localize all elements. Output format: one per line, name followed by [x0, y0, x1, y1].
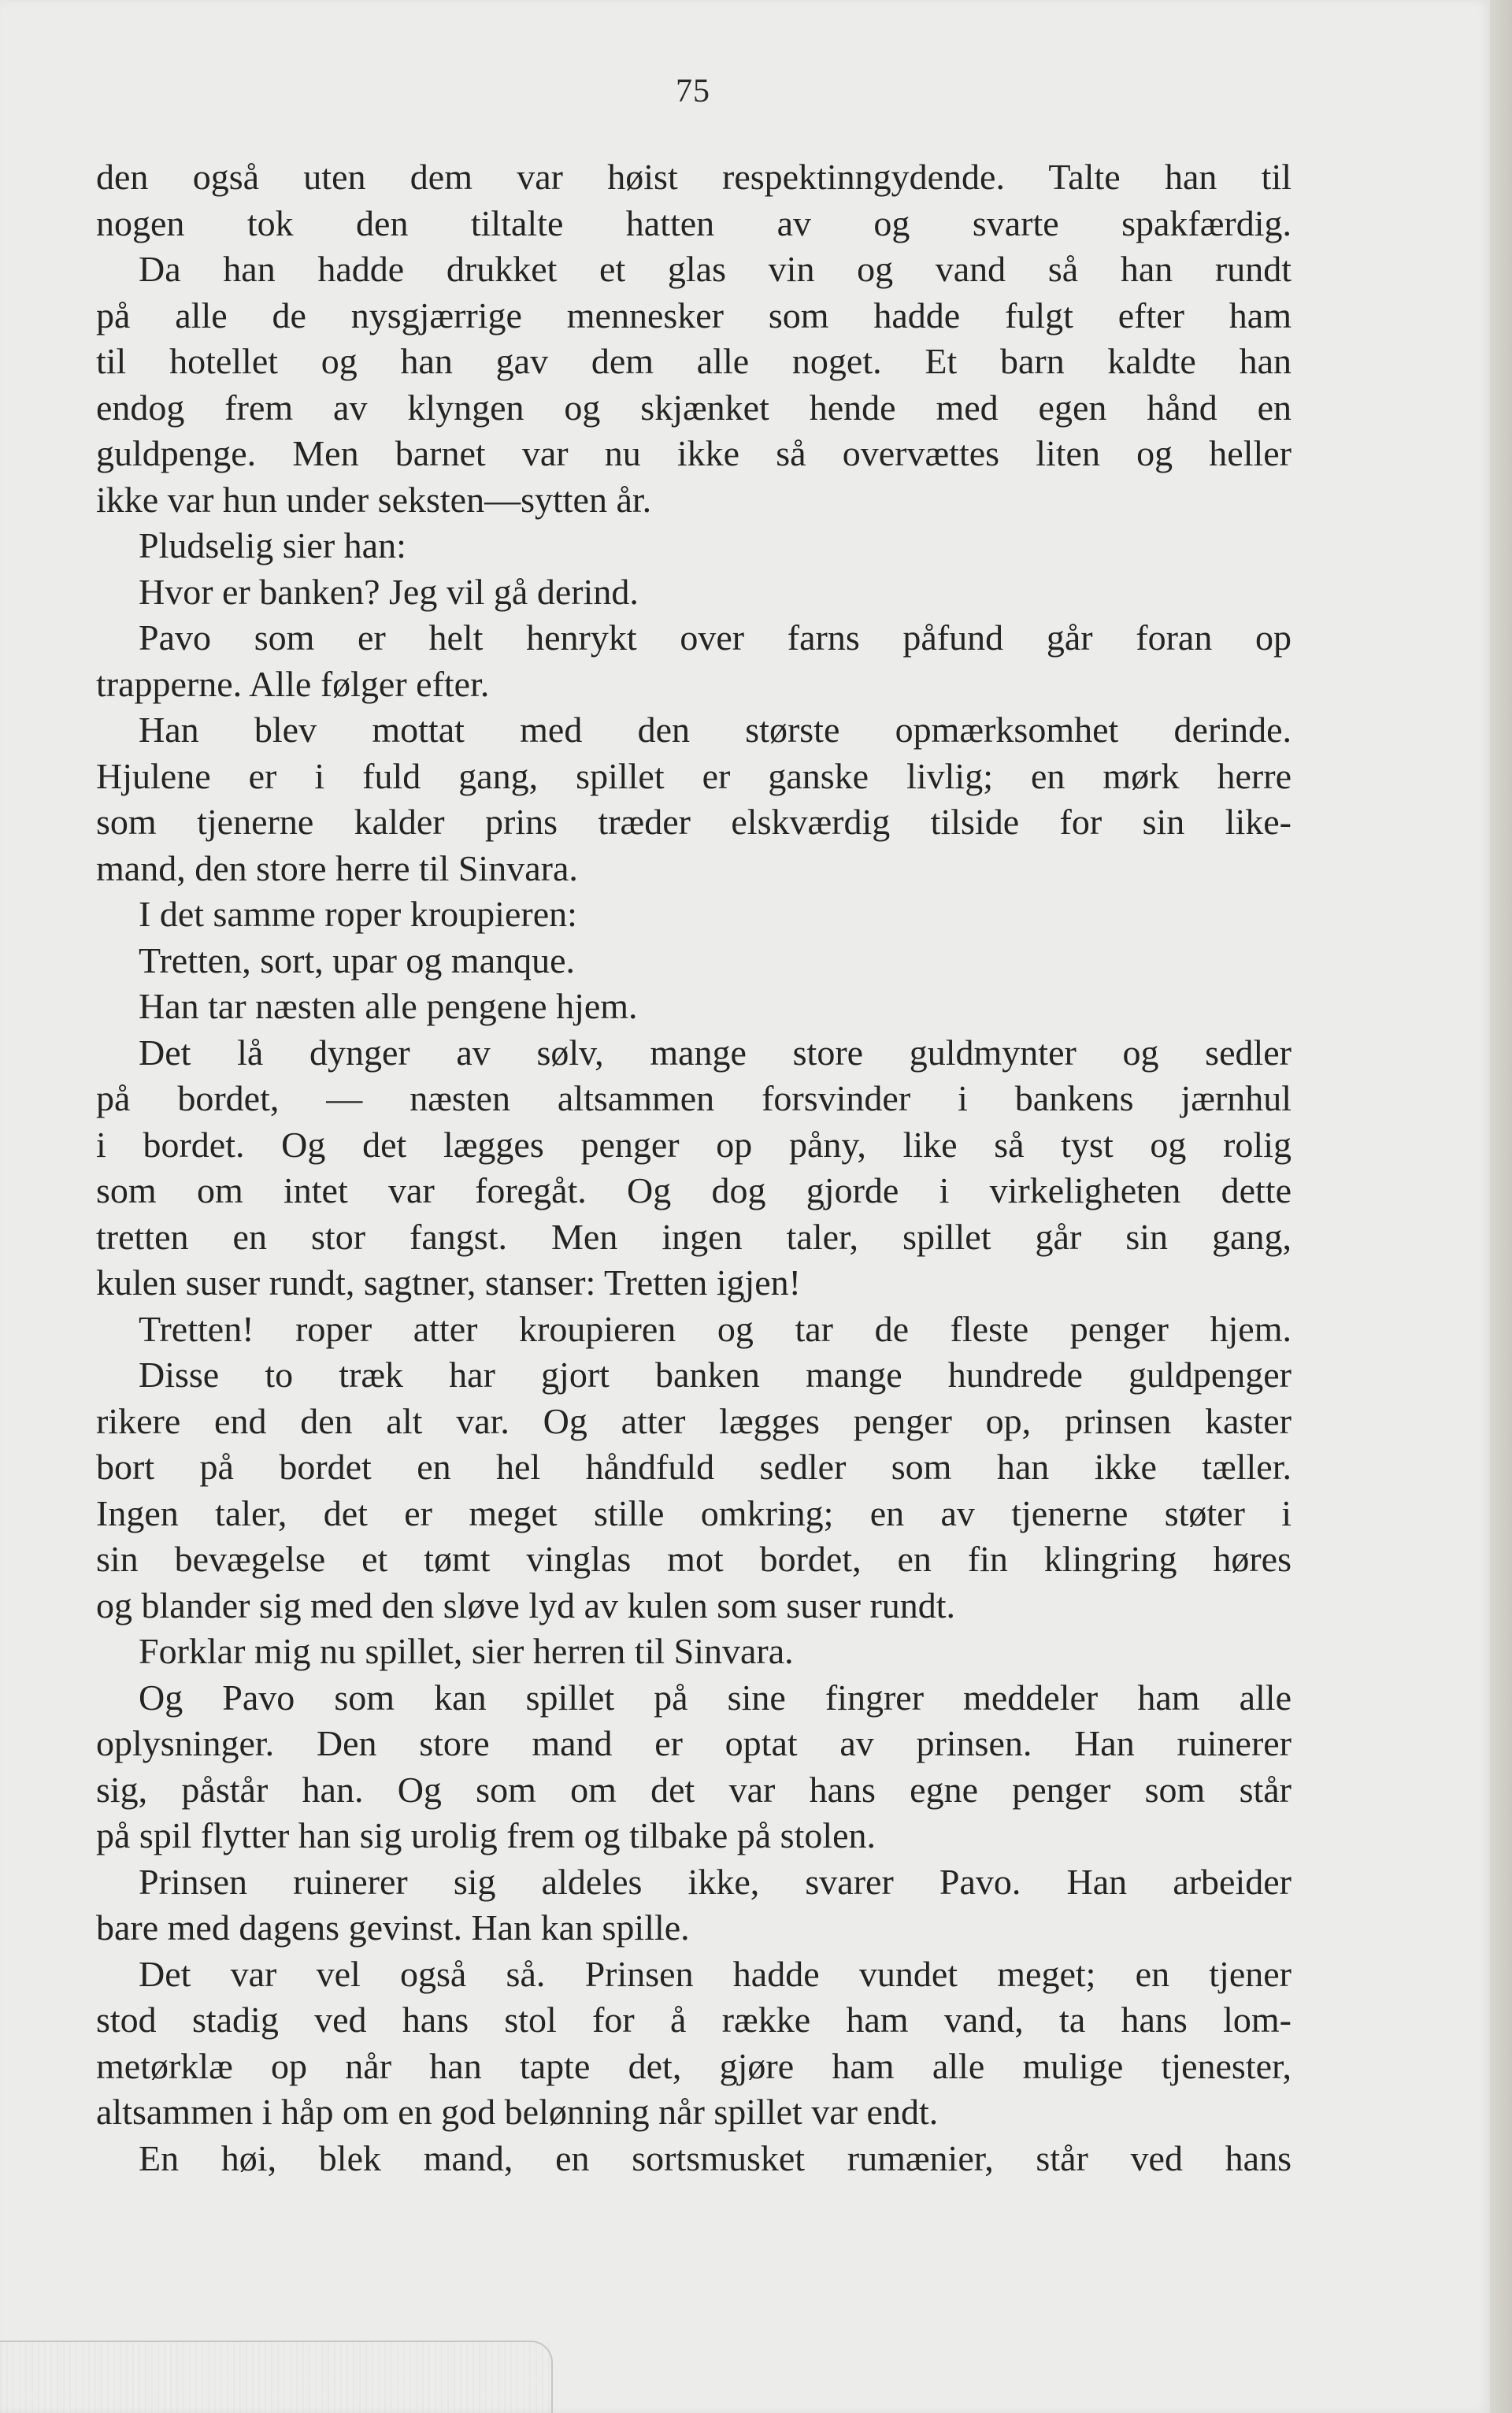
- page-number: 75: [676, 73, 710, 109]
- text-line: Forklar mig nu spillet, sier herren til Sinvara.: [139, 1631, 794, 1671]
- text-line: på alle de nysgjærrige mennesker som hadde fulgt efter ham: [96, 295, 1292, 335]
- text-line: Hjulene er i fuld gang, spillet er ganske livlig; en mørk herre: [96, 755, 1292, 796]
- text-line: oplysninger. Den store mand er optat av prinsen. Han ruinerer: [96, 1723, 1292, 1763]
- text-line: mand, den store herre til Sinvara.: [96, 847, 578, 888]
- text-line: nogen tok den tiltalte hatten av og svarte spakfærdig.: [96, 202, 1292, 243]
- text-line: En høi, blek mand, en sortsmusket rumænier, står ved hans: [139, 2137, 1292, 2178]
- text-line: Det lå dynger av sølv, mange store guldmynter og sedler: [139, 1032, 1292, 1073]
- body-text: [96, 154, 1292, 2181]
- text-line: tretten en stor fangst. Men ingen taler, spillet går sin gang,: [96, 1216, 1292, 1257]
- text-line: Han tar næsten alle pengene hjem.: [139, 986, 638, 1026]
- text-line: som om intet var foregåt. Og dog gjorde i virkeligheten dette: [96, 1170, 1292, 1210]
- text-line: i bordet. Og det lægges penger op påny, like så tyst og rolig: [96, 1124, 1292, 1165]
- page-right-edge: [1490, 0, 1512, 2413]
- text-line: Tretten, sort, upar og manque.: [139, 940, 576, 980]
- text-line: trapperne. Alle følger efter.: [96, 663, 490, 704]
- text-line: til hotellet og han gav dem alle noget. Et barn kaldte han: [96, 341, 1292, 381]
- text-line: Han blev mottat med den største opmærksomhet derinde.: [139, 710, 1292, 750]
- text-line: og blander sig med den sløve lyd av kulen som suser rundt.: [96, 1585, 956, 1625]
- text-line: sig, påstår han. Og som om det var hans egne penger som står: [96, 1769, 1292, 1810]
- bottom-paper-tab: [0, 2341, 553, 2413]
- text-line: bare med dagens gevinst. Han kan spille.: [96, 1907, 690, 1948]
- text-line: I det samme roper kroupieren:: [139, 894, 577, 934]
- text-line: Det var vel også så. Prinsen hadde vundet meget; en tjener: [139, 1953, 1292, 1994]
- text-line: metørklæ op når han tapte det, gjøre ham alle mulige tjenester,: [96, 2045, 1292, 2086]
- text-line: Og Pavo som kan spillet på sine fingrer meddeler ham alle: [139, 1677, 1292, 1718]
- text-line: Ingen taler, det er meget stille omkring; en av tjenerne støter i: [96, 1492, 1292, 1533]
- text-line: som tjenerne kalder prins træder elskværdig tilside for sin like-: [96, 802, 1292, 842]
- text-line: Prinsen ruinerer sig aldeles ikke, svarer Pavo. Han arbeider: [139, 1861, 1292, 1902]
- text-line: på spil flytter han sig urolig frem og tilbake på stolen.: [96, 1815, 876, 1855]
- text-line: Pludselig sier han:: [139, 525, 406, 565]
- text-line: ikke var hun under seksten—sytten år.: [96, 479, 652, 520]
- text-line: Hvor er banken? Jeg vil gå derind.: [139, 571, 639, 612]
- text-line: stod stadig ved hans stol for å række ham vand, ta hans lom-: [96, 2000, 1292, 2040]
- text-line: kulen suser rundt, sagtner, stanser: Tretten igjen!: [96, 1262, 802, 1303]
- text-line: rikere end den alt var. Og atter lægges penger op, prinsen kaster: [96, 1400, 1292, 1441]
- text-line: den også uten dem var høist respektinngydende. Talte han til: [96, 157, 1292, 197]
- text-line: Da han hadde drukket et glas vin og vand så han rundt: [139, 249, 1292, 289]
- text-line: sin bevægelse et tømt vinglas mot bordet, en fin klingring høres: [96, 1539, 1292, 1579]
- text-line: Tretten! roper atter kroupieren og tar de fleste penger hjem.: [139, 1308, 1292, 1349]
- text-line: Pavo som er helt henrykt over farns påfund går foran op: [139, 617, 1292, 658]
- text-line: bort på bordet en hel håndfuld sedler som han ikke tæller.: [96, 1447, 1292, 1487]
- text-line: altsammen i håp om en god belønning når spillet var endt.: [96, 2092, 939, 2132]
- text-line: på bordet, — næsten altsammen forsvinder i bankens jærnhul: [96, 1078, 1292, 1118]
- text-line: guldpenge. Men barnet var nu ikke så overvættes liten og heller: [96, 433, 1292, 473]
- text-line: Disse to træk har gjort banken mange hundrede guldpenger: [139, 1355, 1292, 1395]
- text-line: endog frem av klyngen og skjænket hende med egen hånd en: [96, 387, 1292, 428]
